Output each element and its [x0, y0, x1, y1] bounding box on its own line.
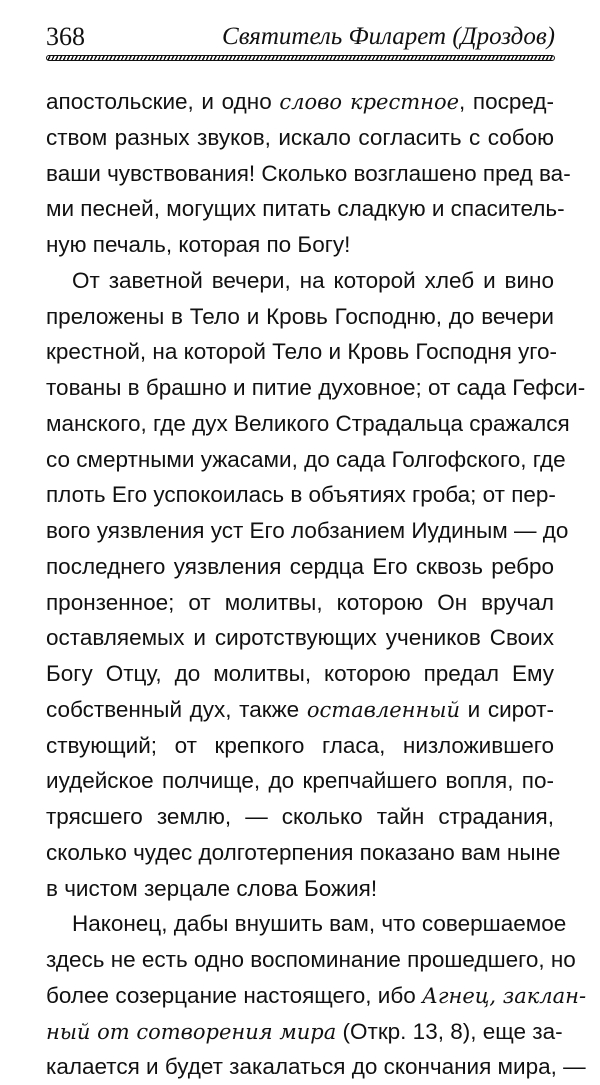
text-run: крестной, на которой Тело и Кровь Господня уго- [46, 339, 558, 365]
page-header [46, 22, 555, 52]
text-run: тованы в брашно и питие духовное; от сада Гефси- [46, 375, 586, 400]
text-line [46, 370, 586, 406]
paragraph-first-line [46, 263, 554, 299]
page-number: 368 [46, 22, 85, 51]
text-run: Наконец, дабы внушить вам, что совершаемое [72, 911, 567, 937]
text-line [46, 84, 554, 120]
text-line [46, 871, 554, 907]
text-run: и сирот- [459, 696, 554, 722]
rope-divider [46, 55, 555, 61]
text-line [46, 227, 554, 263]
text-line [46, 1014, 563, 1050]
text-line [46, 334, 558, 370]
text-run: , посред- [459, 89, 555, 114]
text-line [46, 156, 571, 192]
text-run: манского, где дух Великого Страдальца сражался [46, 410, 570, 436]
text-run: более созерцание настоящего, ибо [46, 982, 422, 1008]
text-line [46, 942, 576, 978]
text-line [46, 406, 570, 442]
text-run: ми песней, могущих питать сладкую и спаситель- [46, 196, 565, 222]
text-line [46, 120, 554, 156]
text-run: преложены в Тело и Кровь Господню, до вечери [46, 303, 554, 329]
text-run: трясшего землю, — сколько тайн страдания, [46, 804, 554, 829]
italic-run: оставленный [306, 697, 460, 722]
running-title: Святитель Филарет (Дроздов) [222, 23, 555, 50]
text-line [46, 549, 554, 585]
text-line [46, 728, 554, 764]
text-run: Богу Отцу, до молитвы, которою предал Ему [46, 661, 554, 686]
text-run: в чистом зерцале слова Божия! [46, 875, 378, 901]
text-line [46, 477, 554, 513]
text-run: собственный дух, также [46, 696, 307, 722]
text-run: От заветной вечери, на которой хлеб и вино [72, 267, 554, 293]
text-run: ную печаль, которая по Богу! [46, 232, 351, 257]
text-line [46, 1049, 586, 1085]
text-run: здесь не есть одно воспоминание прошедшего, но [46, 947, 576, 972]
italic-run: слово крестное [279, 90, 460, 114]
text-line [46, 585, 554, 621]
text-line [46, 620, 554, 656]
text-run: ваши чувствования! Сколько возглашено пред ва- [46, 160, 571, 186]
text-line [46, 692, 554, 728]
text-line [46, 513, 569, 549]
text-run: вого уязвления уст Его лобзанием Иудиным — до [46, 518, 569, 543]
text-run: сколько чудес долготерпения показано вам ныне [46, 839, 561, 865]
body-text [46, 84, 587, 1085]
text-line [46, 763, 554, 799]
text-line [46, 191, 565, 227]
text-run: ством разных звуков, искало согласить с собою [46, 124, 554, 150]
text-run: оставляемых и сиротствующих учеников Своих [46, 625, 554, 651]
text-run: со смертными ужасами, до сада Голгофского, где [46, 446, 566, 472]
text-run: калается и будет закалаться до скончания мира, — [46, 1054, 586, 1080]
text-run: пронзенное; от молитвы, которою Он вручал [46, 589, 554, 615]
text-run: плоть Его успокоилась в объятиях гроба; от пер- [46, 482, 556, 508]
text-line [46, 442, 566, 478]
text-line [46, 299, 554, 335]
text-line [46, 656, 554, 692]
text-run: иудейское полчище, до крепчайшего вопля, по- [46, 768, 554, 794]
text-run: (Откр. 13, 8), еще за- [336, 1018, 563, 1044]
text-line [46, 835, 561, 871]
text-run: последнего уязвления сердца Его сквозь ребро [46, 553, 554, 579]
paragraph-first-line [46, 906, 567, 942]
text-line [46, 799, 554, 835]
text-run: апостольские, и одно [46, 89, 280, 114]
italic-run: Агнец, заклан- [422, 983, 587, 1008]
text-line [46, 978, 587, 1014]
italic-run: ный от сотворения мира [46, 1019, 337, 1044]
text-run: ствующий; от крепкого гласа, низложившего [46, 732, 554, 758]
